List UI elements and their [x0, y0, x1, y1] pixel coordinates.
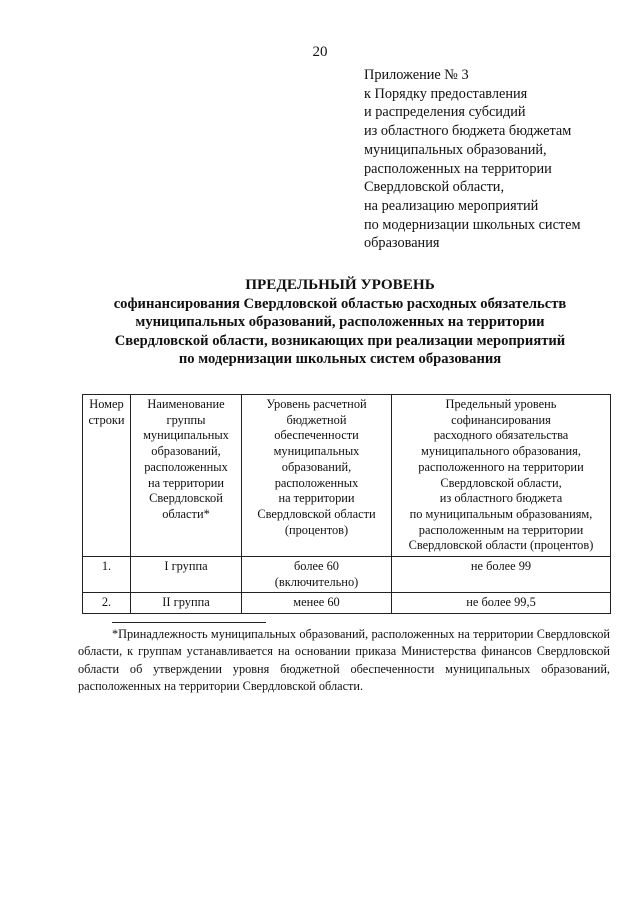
header-row-number: Номер строки — [83, 395, 131, 557]
table-header-row — [83, 395, 611, 557]
cell-row-number: 2. — [83, 593, 131, 614]
table-row — [83, 593, 611, 614]
title-subline: муниципальных образований, расположенных на территории — [135, 314, 545, 331]
cell-limit: не более 99,5 — [392, 593, 611, 614]
cell-budget-level: более 60 (включительно) — [242, 557, 392, 593]
title-subline: Свердловской области, возникающих при реализации мероприятий — [114, 332, 566, 349]
appendix-line: и распределения субсидий — [364, 104, 526, 121]
header-group-name: Наименование группы муниципальных образований, расположенных на территории Свердловской области* — [131, 395, 242, 557]
title-subline: по модернизации школьных систем образования — [178, 351, 502, 368]
appendix-line: на реализацию мероприятий — [364, 197, 539, 214]
header-cofinancing-limit: Предельный уровень софинансирования расходного обязательства муниципального образования, расположенного на территории Свердловской области, из областного бюджета по муниципальным образованиям, расположенным на территории Свердловской области (процентов) — [392, 395, 611, 557]
title-subline: софинансирования Свердловской областью расходных обязательств — [113, 295, 567, 312]
cofinancing-table — [82, 394, 611, 614]
cell-budget-level: менее 60 — [242, 593, 392, 614]
appendix-header — [364, 66, 624, 253]
footnote: *Принадлежность муниципальных образований, расположенных на территории Свердловской области, к группам устанавливается на основании приказа Министерства финансов Свердловской области об утверждении уровня бюджетной обеспеченности муниципальных образований, расположенных на территории Свердловской области. — [78, 627, 610, 694]
appendix-line: из областного бюджета бюджетам — [364, 123, 572, 140]
appendix-line: Приложение № 3 — [364, 67, 469, 83]
cell-group: I группа — [131, 557, 242, 593]
appendix-line: по модернизации школьных систем — [364, 216, 581, 233]
appendix-line: расположенных на территории — [364, 160, 552, 177]
cell-group: II группа — [131, 593, 242, 614]
appendix-line: Свердловской области, — [364, 179, 505, 196]
footnote-divider — [112, 622, 266, 623]
appendix-line: к Порядку предоставления — [364, 85, 528, 102]
document-title — [60, 276, 620, 369]
page-number: 20 — [312, 44, 328, 60]
header-budget-level: Уровень расчетной бюджетной обеспеченности муниципальных образований, расположенных на территории Свердловской области (процентов) — [242, 395, 392, 557]
cell-limit: не более 99 — [392, 557, 611, 593]
cell-row-number: 1. — [83, 557, 131, 593]
title-main: ПРЕДЕЛЬНЫЙ УРОВЕНЬ — [245, 276, 435, 293]
table-row — [83, 557, 611, 593]
appendix-line: муниципальных образований, — [364, 141, 547, 158]
appendix-line: образования — [364, 235, 440, 252]
